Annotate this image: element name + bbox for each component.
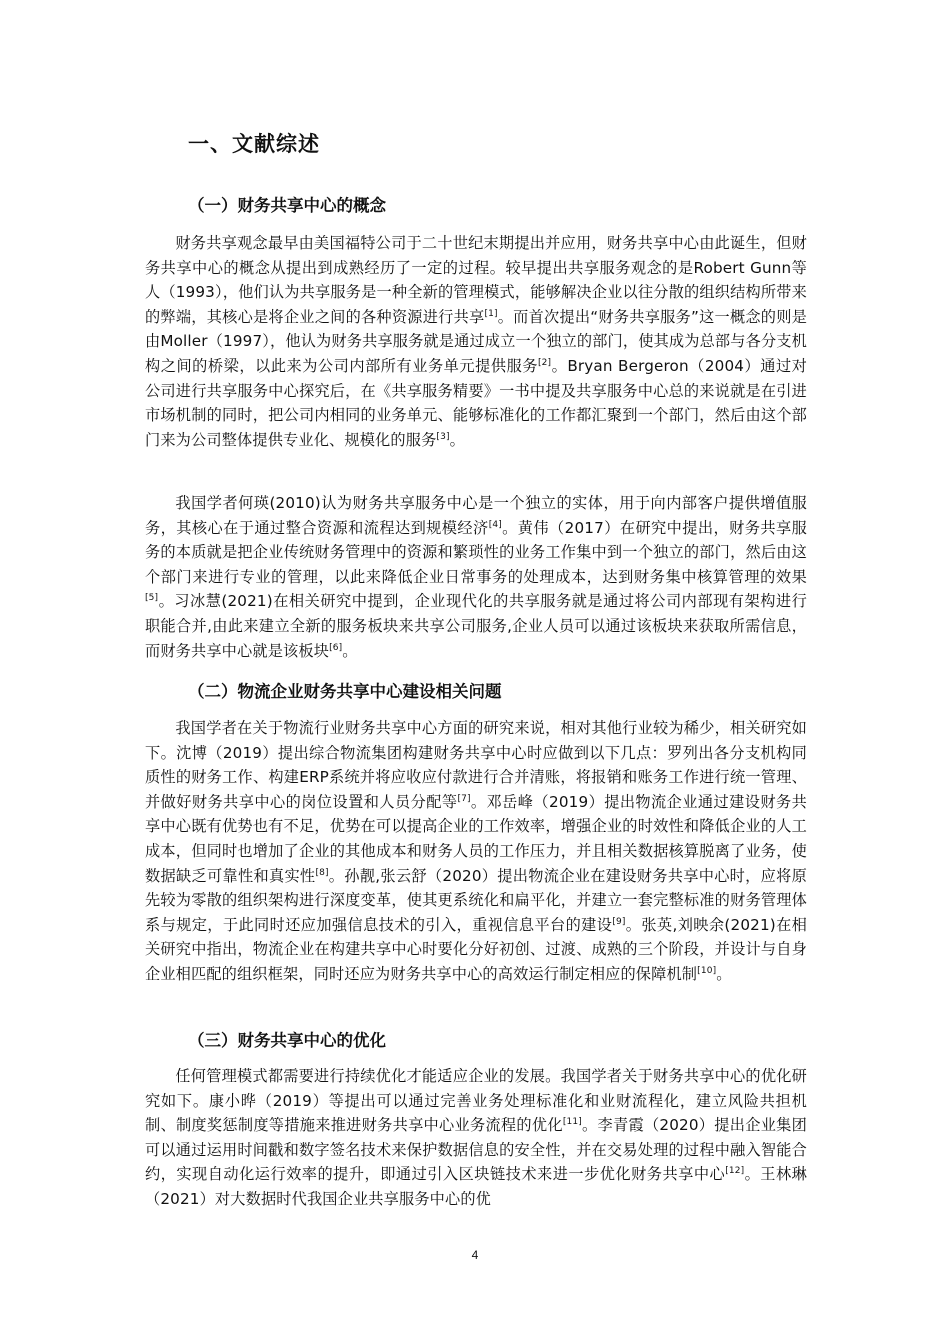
citation-marker: [4] xyxy=(488,519,502,530)
paragraph-text-run: 我国学者在关于物流行业财务共享中心方面的研究来说，相对其他行业较为稀少，相关研究如下。沈博（2019）提出综合物流集团构建财务共享中心时应做到以下几点：罗列出各分支机构同质性的财务工作、构建ERP系统并将应收应付款进行合并清账，将报销和账务工作进行统一管理、并做好财务共享中心的岗位设置和人员分配等 xyxy=(145,719,807,811)
citation-marker: [2] xyxy=(538,357,552,368)
paragraph-text-run: 我国学者何瑛(2010)认为财务共享服务中心是一个独立的实体，用于向内部客户提供增值服务，其核心在于通过整合资源和流程达到规模经济 xyxy=(145,494,807,537)
citation-marker: [9] xyxy=(612,916,626,927)
paragraph-concept-origin xyxy=(145,231,807,452)
citation-marker: [7] xyxy=(457,793,471,804)
paragraph-text-run: 。孙靓,张云舒（2020）提出物流企业在建设财务共享中心时，应将原先较为零散的组织架构进行深度变革，使其更系统化和扁平化，并建立一套完整标准的财务管理体系与规定，于此同时还应加强信息技术的引入，重视信息平台的建设 xyxy=(145,866,807,934)
subsection-heading-optimization: （三）财务共享中心的优化 xyxy=(188,1031,386,1050)
paragraph-text-run: 。 xyxy=(716,964,732,983)
paragraph-text-run: 。邓岳峰（2019）提出物流企业通过建设财务共享中心既有优势也有不足，优势在可以提高企业的工作效率，增强企业的时效性和降低企业的人工成本，但同时也增加了企业的其他成本和财务人员的工作压力，并且相关数据核算脱离了业务，使数据缺乏可靠性和真实性 xyxy=(145,792,807,885)
subsection-heading-concept: （一）财务共享中心的概念 xyxy=(188,196,386,215)
paragraph-logistics-research xyxy=(145,716,807,987)
citation-marker: [6] xyxy=(329,642,343,653)
citation-marker: [5] xyxy=(145,593,159,604)
paragraph-concept-domestic xyxy=(145,491,807,663)
paragraph-text-run: 。Bryan Bergeron（2004）通过对公司进行共享服务中心探究后，在《共享服务精要》一书中提及共享服务中心总的来说就是在引进市场机制的同时，把公司内相同的业务单元、能够标准化的工作都汇聚到一个部门，然后由这个部门来为公司整体提供专业化、规模化的服务 xyxy=(145,356,808,449)
paragraph-text-run: 任何管理模式都需要进行持续优化才能适应企业的发展。我国学者关于财务共享中心的优化研究如下。康小晔（2019）等提出可以通过完善业务处理标准化和业财流程化，建立风险共担机制、制度奖惩制度等措施来推进财务共享中心业务流程的优化 xyxy=(145,1067,807,1135)
paragraph-optimization-research xyxy=(145,1064,807,1212)
page-number: 4 xyxy=(471,1248,479,1262)
paragraph-text-run: 。黄伟（2017）在研究中提出，财务共享服务的本质就是把企业传统财务管理中的资源和繁琐性的业务工作集中到一个独立的部门，然后由这个部门来进行专业的管理，以此来降低企业日常事务的处理成本，达到财务集中核算管理的效果 xyxy=(145,518,807,586)
citation-marker: [11] xyxy=(562,1117,582,1128)
citation-marker: [3] xyxy=(436,431,450,442)
citation-marker: [12] xyxy=(725,1166,745,1177)
paragraph-text-run: 。而首次提出“财务共享服务”这一概念的则是由Moller（1997），他认为财务共享服务就是通过成立一个独立的部门，使其成为总部与各分支机构之间的桥梁，以此来为公司内部所有业务单元提供服务 xyxy=(145,307,807,375)
section-heading-literature-review: 一、文献综述 xyxy=(188,132,320,156)
citation-marker: [10] xyxy=(697,965,717,976)
subsection-heading-logistics: （二）物流企业财务共享中心建设相关问题 xyxy=(188,682,502,701)
paragraph-text-run: 。李青霞（2020）提出企业集团可以通过运用时间戳和数字签名技术来保护数据信息的安全性，并在交易处理的过程中融入智能合约，实现自动化运行效率的提升，即通过引入区块链技术来进一步优化财务共享中心 xyxy=(145,1116,807,1184)
paragraph-text-run: 财务共享观念最早由美国福特公司于二十世纪末期提出并应用，财务共享中心由此诞生，但财务共享中心的概念从提出到成熟经历了一定的过程。较早提出共享服务观念的是Robert Gunn等人（1993），他们认为共享服务是一种全新的管理模式，能够解决企业以往分散的组织结构所带来的弊端，其核心是将企业之间的各种资源进行共享 xyxy=(145,234,807,326)
paragraph-text-run: 。 xyxy=(449,430,465,449)
paragraph-text-run: 。 xyxy=(342,641,358,660)
paragraph-text-run: 。张英,刘映余(2021)在相关研究中指出，物流企业在构建共享中心时要化分好初创、过渡、成熟的三个阶段，并设计与自身企业相匹配的组织框架，同时还应为财务共享中心的高效运行制定相应的保障机制 xyxy=(145,915,807,983)
citation-marker: [8] xyxy=(315,867,329,878)
citation-marker: [1] xyxy=(484,308,498,319)
paragraph-text-run: 。习冰慧(2021)在相关研究中提到，企业现代化的共享服务就是通过将公司内部现有架构进行职能合并,由此来建立全新的服务板块来共享公司服务,企业人员可以通过该板块来获取所需信息，而财务共享中心就是该板块 xyxy=(145,592,807,660)
paragraph-text-run: 。王林琳（2021）对大数据时代我国企业共享服务中心的优 xyxy=(145,1165,807,1208)
